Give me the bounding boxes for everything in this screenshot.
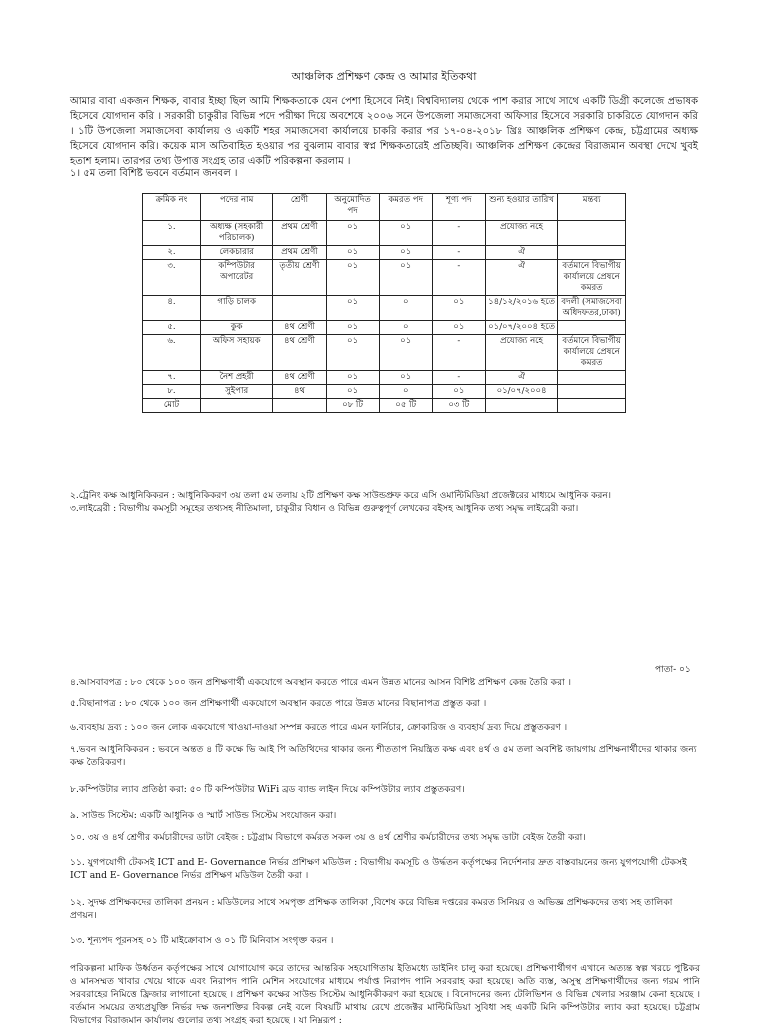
- table-cell: ঐ: [485, 260, 557, 296]
- table-cell: ০১: [326, 260, 379, 296]
- table-cell: ০১: [326, 221, 379, 246]
- table-cell: গাড়ি চালক: [200, 296, 272, 321]
- table-cell: -: [432, 371, 485, 385]
- list-item: ১০. ৩য় ও ৪র্থ শ্রেণীর কর্মচারীদের ডাটা বেইজ : চট্টগ্রাম বিভাগে কর্মরত সকল ৩য় ও ৪র্থ শ্রেণীর কর্মচারীদের তথ্য সমৃদ্ধ ডাটা বেইজ তৈরী করা।: [70, 832, 586, 843]
- table-row: [143, 335, 626, 371]
- table-row: [143, 221, 626, 246]
- table-cell: নৈশ প্রহরী: [200, 371, 272, 385]
- table-cell: ০১: [379, 246, 432, 260]
- table-cell: প্রথম শ্রেণী: [273, 246, 326, 260]
- table-cell: লেকচারার: [200, 246, 272, 260]
- header-cell: শুন্য হওয়ার তারিখ: [485, 194, 557, 221]
- header-cell: পদের নাম: [200, 194, 272, 221]
- table-row: [143, 385, 626, 399]
- list-item: ১২. সুদক্ষ প্রশিক্ষকদের তালিকা প্রনয়ন : মডিউলের সাথে সমপৃক্ত প্রশিক্ষক তালিকা ,বিশেষ করে বিভিন্ন দপ্তরের কমরত সিনিয়র ও অভিজ্ঞ প্রশিক্ষকদের তথ্য সহ তালিকা প্রণয়ন।: [70, 897, 673, 921]
- page-number: পাতা- ০১: [655, 665, 691, 675]
- table-cell: [200, 399, 272, 413]
- table-cell: ০: [379, 321, 432, 335]
- table-cell: ০১: [432, 385, 485, 399]
- table-cell: ০: [379, 296, 432, 321]
- table-cell: [558, 246, 626, 260]
- header-cell: কমরত পদ: [379, 194, 432, 221]
- list-item: ১৩. শূন্যপদ পূরনসহ ০১ টি মাইক্রোবাস ও ০১ টি মিনিবাস সংগৃক্ত করন ।: [70, 935, 334, 946]
- table-cell: ০১/০৭/২০০৪: [485, 385, 557, 399]
- training-room-paragraph: ২.ট্রেনিং কক্ষ আধুনিকিকরন : আধুনিকিকরণ ৩য় তলা ৫ম তলায় ২টি প্রশিক্ষণ কক্ষ সাউন্ডপ্রুফ করে এসি ওমাল্টিমিডিয়া প্রজেক্টরের মাধ্যমে আধুনিক করন।: [70, 491, 611, 501]
- table-cell: ০১: [326, 321, 379, 335]
- list-item: ১১. যুগপযোগী টেকসই ICT and E- Governance নির্ভর প্রশিক্ষণ মডিউল : বিভাগীয় কমসূচি ও উর্দ্ধতন কর্তৃপক্ষের নির্দেশনার দ্রুত বাস্তবায়নের জন্য যুগপযোগী টেকসই ICT and E- Governance নির্ভর প্রশিক্ষণ মডিউল তৈরী করা ।: [70, 857, 687, 881]
- table-cell: ০১: [326, 296, 379, 321]
- table-body: [143, 221, 626, 413]
- table-row: [143, 399, 626, 413]
- table-row: [143, 296, 626, 321]
- table-cell: ৪থ শ্রেণী: [273, 321, 326, 335]
- table-row: [143, 371, 626, 385]
- final-paragraph: পরিকল্পনা মাফিক উর্ধ্বতন কর্তৃপক্ষের সাথে যোগাযোগ করে তাদের আন্তরিক সহযোগিতায় ইতিমধ্যে ডাইনিং চালু করা হয়েছে। প্রশিক্ষণার্থীগণ এখানে অত্যন্ত স্বল্প খরচে পুষ্টিকর ও মানসম্মত খাবার খেয়ে থাকে এবং নিরাপদ পানি মেশিন সংযোগের মাধ্যমে পর্যাপ্ত নিরাপদ পানি সরবরাহ করা হয়েছে। অতি ব্যস্ত, অসুস্থ প্রশিক্ষণার্থীদের জন্য গরম পানি সরবরাহের নিমিত্তে ফ্রিজার লাগানো হয়েছে । প্রশিক্ষণ কক্ষের সাউন্ড সিস্টেম আধুনিকীকরণ করা হয়েছে । বিনোদনের জন্য টেলিভিশন ও বিভিন্ন খেলার সরঞ্জাম কেনা হয়েছে । বর্তমান সময়ের তথ্যপ্রযুক্তি নির্ভর দক্ষ জনশক্তির বিকল্প নেই বলে বিষয়টি মাথায় রেখে প্রজেক্টর মাল্টিমিডিয়া সুবিধা সহ একটি মিনি কম্পিউটার ল্যাব করা হয়েছে। চট্টগ্রাম বিভাগের বিরাজমান কার্যালয় গুলোর তথ্য সংগ্রহ করা হয়েছে । যা নিম্নরূপ :: [70, 963, 700, 1026]
- table-cell: বর্তমানে বিভাগীয় কার্যালয়ে প্রেষনে কমরত: [558, 335, 626, 371]
- table-cell: ১.: [143, 221, 201, 246]
- table-cell: মোট: [143, 399, 201, 413]
- table-cell: ০১: [326, 246, 379, 260]
- table-cell: ০৮ টি: [326, 399, 379, 413]
- table-cell: বর্তমানে বিভাগীয় কার্যালয়ে প্রেষনে কমরত: [558, 260, 626, 296]
- table-cell: ৪থ শ্রেণী: [273, 371, 326, 385]
- table-cell: ৭.: [143, 371, 201, 385]
- table-cell: ০১: [432, 321, 485, 335]
- header-cell: অনুমোদিত পদ: [326, 194, 379, 221]
- table-cell: [485, 399, 557, 413]
- table-cell: -: [432, 221, 485, 246]
- table-cell: [558, 321, 626, 335]
- header-cell: ক্রমিক নং: [143, 194, 201, 221]
- table-cell: ঐ: [485, 246, 557, 260]
- table-cell: ঐ: [485, 371, 557, 385]
- table-cell: ০১: [432, 296, 485, 321]
- table-cell: অধ্যক্ষ (সহকারী পরিচালক): [200, 221, 272, 246]
- list-item: ৭.ভবন আধুনিকিকরন : ভবনে অন্তত ৪ টি কক্ষে ভি আই পি অতিথিদের থাকার জন্য শীততাপ নিয়ন্ত্রিত কক্ষ এবং ৪র্থ ও ৫ম তলা অবশিষ্ট জায়গায় প্রশিক্ষনার্থীদের থাকার জন্য কক্ষ তৈরিকরণ।: [70, 744, 697, 768]
- table-cell: -: [432, 335, 485, 371]
- table-cell: ৪থ: [273, 385, 326, 399]
- table-cell: [558, 371, 626, 385]
- table-cell: -: [432, 260, 485, 296]
- table-cell: ৮.: [143, 385, 201, 399]
- table-cell: ০৫ টি: [379, 399, 432, 413]
- table-cell: ৫.: [143, 321, 201, 335]
- list-item: ৬.ব্যবহায় দ্রব্য : ১০০ জন লোক একযোগে খাওয়া-দাওয়া সম্পন্ন করতে পারে এমন ফার্নিচার, ক্রোকারিজ ও ব্যবহার্য দ্রব্য দিয়ে প্রস্তুতকরণ ।: [70, 722, 568, 733]
- table-cell: কুক: [200, 321, 272, 335]
- table-cell: [273, 296, 326, 321]
- table-cell: ০১: [379, 371, 432, 385]
- table-header-row: [143, 194, 626, 221]
- table-cell: ০১: [379, 221, 432, 246]
- header-cell: শ্রেণী: [273, 194, 326, 221]
- intro-paragraph: আমার বাবা একজন শিক্ষক, বাবার ইচ্ছা ছিল আমি শিক্ষকতাকে যেন পেশা হিসেবে নিই। বিশ্ববিদ্যালয় থেকে পাশ করার সাথে সাথে একটি ডিগ্রী কলেজে প্রভাষক হিসেবে যোগদান করি । সরকারী চাকুরীর বিভিন্ন পদে পরীক্ষা দিয়ে অবশেষে ২০০৬ সনে উপজেলা সমাজসেবা অফিসার হিসেবে সরকারি চাকরিতে যোগদান করি । ১টি উপজেলা সমাজসেবা কার্যালয় ও একটি শহর সমাজসেবা কার্যালয়ে চাকরি করার পর ১৭-০৪-২০১৮ খ্রিঃ আঞ্চলিক প্রশিক্ষণ কেন্দ্র, চট্টগ্রামের অধ্যক্ষ হিসেবে যোগদান করি। কয়েক মাস অতিবাহিত হওয়ার পর বুঝলাম বাবার স্বপ্ন শিক্ষকতারেই প্রতিচ্ছবি। আঞ্চলিক প্রশিক্ষণ কেন্দ্রের বিরাজমান অবস্থা দেখে খুবই হতাশ হলাম। তারপর তথ্য উপাত্ত সংগ্রহ তার একটি পরিকল্পনা করলাম ।: [70, 96, 698, 167]
- table-cell: ৩.: [143, 260, 201, 296]
- table-cell: [558, 385, 626, 399]
- table-cell: -: [432, 246, 485, 260]
- table-row: [143, 260, 626, 296]
- list-item: ৪.আসবাবপত্র : ৮০ থেকে ১০০ জন প্রশিক্ষণার্থী একযোগে অবস্থান করতে পারে এমন উন্নত মানের আসন বিশিষ্ট প্রশিক্ষণ কেন্দ্র তৈরি করা ।: [70, 677, 572, 688]
- table-cell: ০৩ টি: [432, 399, 485, 413]
- list-item: ৫.বিছানাপত্র : ৮০ থেকে ১০০ জন প্রশিক্ষণার্থী একযোগে অবস্থান করতে পারে উন্নত মানের বিছানাপত্র প্রস্তুত করা ।: [70, 698, 487, 709]
- table-cell: ০: [379, 385, 432, 399]
- table-cell: প্রথম শ্রেণী: [273, 221, 326, 246]
- table-cell: সুইপার: [200, 385, 272, 399]
- table-cell: ৪.: [143, 296, 201, 321]
- table-cell: ০১: [379, 260, 432, 296]
- page-title: আঞ্চলিক প্রশিক্ষণ কেন্দ্র ও আমার ইতিকথা: [291, 70, 477, 83]
- table-row: [143, 246, 626, 260]
- table-cell: প্রযোজ্য নহে: [485, 335, 557, 371]
- table-cell: ১৪/১২/২০১৬ হতে: [485, 296, 557, 321]
- section-heading-staff: ১। ৫ম তলা বিশিষ্ট ভবনে বর্তমান জনবল ।: [70, 168, 238, 179]
- table-cell: ০১/০৭/২০০৪ হতে: [485, 321, 557, 335]
- table-cell: [558, 399, 626, 413]
- staff-table: [142, 193, 626, 413]
- table-cell: [558, 221, 626, 246]
- table-cell: ৬.: [143, 335, 201, 371]
- table-cell: ০১: [379, 335, 432, 371]
- library-paragraph: ৩.লাইব্রেরী : বিভাগীয় কমসূচী সমূহের তথ্যসহ নীতিমালা, চাকুরীর বিধান ও বিভিন্ন গুরুত্বপূর্ণ লেখকের বইসহ আধুনিক তথ্য সমৃদ্ধ লাইব্রেরী করা।: [70, 504, 579, 514]
- table-cell: ০১: [326, 371, 379, 385]
- table-cell: কম্পিউটার অপারেটর: [200, 260, 272, 296]
- table-cell: তৃতীয় শ্রেণী: [273, 260, 326, 296]
- table-cell: [273, 399, 326, 413]
- table-cell: প্রযোজ্য নহে: [485, 221, 557, 246]
- table-cell: ২.: [143, 246, 201, 260]
- list-item: ৯. সাউন্ড সিস্টেম: একটি আধুনিক ও স্মার্ট সাউন্ড সিস্টেম সংযোজন করা।: [70, 810, 337, 821]
- header-cell: মন্তব্য: [558, 194, 626, 221]
- table-cell: অফিস সহায়ক: [200, 335, 272, 371]
- table-cell: বদলী (সমাজসেবা অধিদফতর,ঢাকা): [558, 296, 626, 321]
- table-cell: ৪থ শ্রেণী: [273, 335, 326, 371]
- table-row: [143, 321, 626, 335]
- table-cell: ০১: [326, 385, 379, 399]
- list-item: ৮.কম্পিউটার ল্যাব প্রতিষ্ঠা করা: ৫০ টি কম্পিউটার WiFi ব্রড ব্যান্ড লাইন দিয়ে কম্পিউটার ল্যাব প্রস্তুতকরণ।: [70, 784, 465, 795]
- table-cell: ০১: [326, 335, 379, 371]
- header-cell: শূণ্য পদ: [432, 194, 485, 221]
